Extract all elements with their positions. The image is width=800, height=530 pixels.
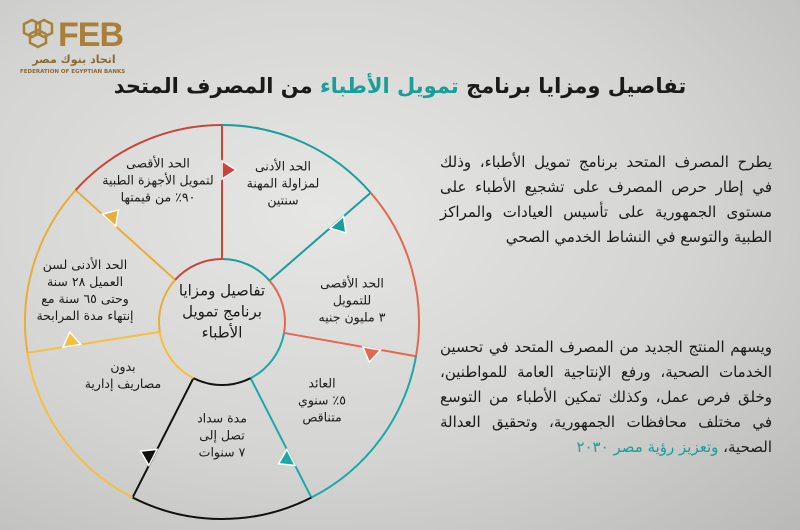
segment-divider xyxy=(284,333,416,356)
segment-label-line: مصاريف إدارية xyxy=(84,376,162,391)
segment-inner-arc xyxy=(222,259,270,281)
segment-label-line: لمزاولة المهنة xyxy=(246,175,320,191)
segment-label-line: متناقص xyxy=(302,409,342,425)
segment-label-line: تصل إلى xyxy=(199,427,245,443)
segment-label-line: ٩٠٪ من قيمتها xyxy=(120,189,196,205)
pointer-triangle-icon xyxy=(363,347,381,362)
wheel-center-label xyxy=(162,281,282,344)
segment-outer-arc xyxy=(133,498,312,519)
pointer-triangle-icon xyxy=(330,216,346,232)
segment-label-line: العميل ٢٨ سنة xyxy=(46,274,124,289)
segment-label-line: ٥٪ سنوي xyxy=(298,392,346,408)
segment-label-line: ٧ سنوات xyxy=(198,444,246,460)
segment-label-line: سنتين xyxy=(267,192,299,208)
segment-label-line: الحد الأقصى xyxy=(126,155,190,171)
segment-label-line: وحتى ٦٥ سنة مع xyxy=(41,291,129,306)
segment-divider xyxy=(27,332,159,353)
segment-label xyxy=(157,410,287,461)
title-text: تفاصيل ومزايا برنامج xyxy=(458,74,687,98)
title-highlight: تمويل الأطباء xyxy=(319,74,459,98)
paragraph-text: ويسهم المنتج الجديد من المصرف المتحد في تحسين الخدمات الصحية، ورفع الإنتاجية العامة للمواطنين، وخلق فرص عمل، وكذلك تمكين الأطباء من التوسع في مختلف محافظات الجمهورية، وتحقيق العدالة الصحية، xyxy=(440,338,772,456)
segment-label-line: للتمويل xyxy=(332,292,372,308)
segment-label xyxy=(93,155,223,206)
logo-mark: FEB xyxy=(58,16,123,54)
pointer-triangle-icon xyxy=(141,449,158,465)
segment-label-line: لتمويل الأجهزة الطبية xyxy=(102,172,214,188)
segment-label-line: بدون xyxy=(110,359,136,374)
pointer-triangle-icon xyxy=(63,332,81,347)
segment-inner-arc xyxy=(193,378,250,385)
title-text-end: من المصرف المتحد xyxy=(113,74,320,98)
segment-label-line: الحد الأقصى xyxy=(320,275,384,291)
center-line: برنامج تمويل xyxy=(182,302,262,321)
paragraph-highlight: وتعزيز رؤية مصر ٢٠٣٠ xyxy=(576,438,719,456)
segment-label-line: ٣ مليون جنيه xyxy=(318,309,386,325)
logo-arabic-name: اتحاد بنوك مصر xyxy=(32,53,116,66)
center-line: الأطباء xyxy=(201,323,243,342)
segment-label xyxy=(218,158,348,209)
paragraph-text: يطرح المصرف المتحد برنامج تمويل الأطباء، وذلك في إطار حرص المصرف على تشجيع الأطباء على مستوى الجمهورية على تأسيس العيادات والمراكز الطبية والتوسع في النشاط الخدمي الصحي xyxy=(440,153,772,246)
segment-label-line: إنتهاء مدة المرابحة xyxy=(36,308,134,323)
segment-label xyxy=(58,358,188,392)
segment-label xyxy=(287,275,417,326)
logo-english-name: FEDERATION OF EGYPTIAN BANKS xyxy=(20,69,126,75)
segment-label-line: الحد الأدنى xyxy=(255,158,311,174)
segment-label-line: مدة سداد xyxy=(197,410,247,426)
center-line: تفاصيل ومزايا xyxy=(178,281,266,300)
segment-label-line: العائد xyxy=(308,375,336,391)
segment-label-line: الحد الأدنى لسن xyxy=(42,257,128,272)
pointer-triangle-icon xyxy=(102,210,118,226)
segment-label xyxy=(20,256,150,324)
segment-inner-arc xyxy=(175,259,222,280)
